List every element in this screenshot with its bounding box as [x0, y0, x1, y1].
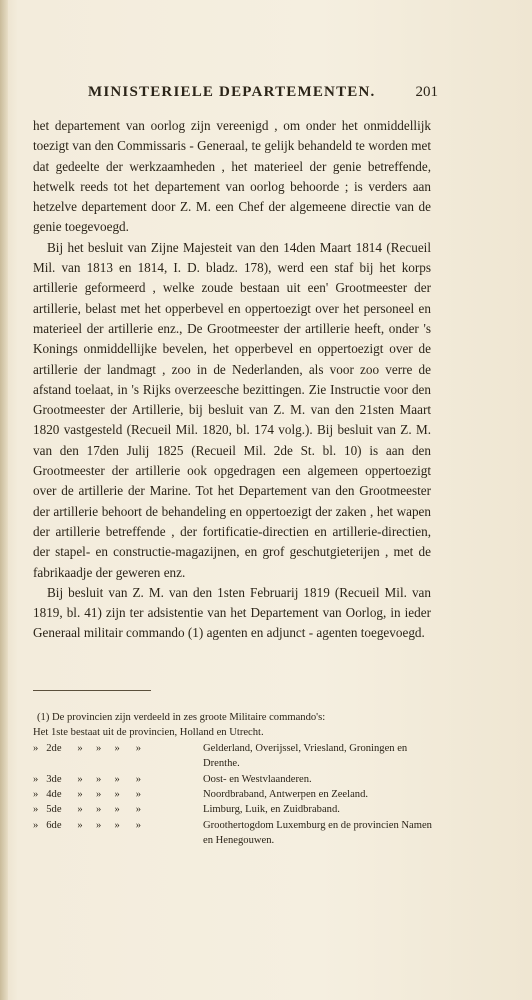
footnote — [33, 710, 433, 849]
footnote-row-marks: » 3de » » » » — [33, 773, 141, 785]
running-title: MINISTERIELE DEPARTEMENTEN. — [88, 84, 376, 100]
footnote-first-line: Het 1ste bestaat uit de provincien, Holland en Utrecht. — [33, 727, 264, 739]
footnote-row-marks: » 6de » » » » — [33, 819, 141, 831]
footnote-divider — [33, 690, 151, 691]
footnote-row-marks: » 5de » » » » — [33, 804, 141, 816]
footnote-row-marks: » 2de » » » » — [33, 742, 141, 754]
footnote-row-marks: » 4de » » » » — [33, 789, 141, 801]
footnote-row — [33, 802, 433, 817]
paragraph-continuation: het departement van oorlog zijn vereenigd , om onder het onmiddellijk toezigt van den Commissaris - Generaal, te gelijk behandeld te worden met dat gedeelte der werkzaamheden , het materieel der genie betreffende, hetwelk reeds tot het departement van oorlog behoorde ; is verders aan hetzelve departement door Z. M. een Chef der algemeene directie van de genie toegevoegd. — [33, 118, 431, 235]
book-spine-shadow — [0, 0, 8, 1000]
footnote-row-desc: Noordbraband, Antwerpen en Zeeland. — [203, 789, 369, 801]
footnote-row-desc: Gelderland, Overijssel, Vriesland, Groningen en Drenthe. — [203, 742, 408, 770]
footnote-row-desc: Oost- en Westvlaanderen. — [203, 773, 312, 785]
footnote-row — [33, 787, 433, 802]
footnote-row — [33, 741, 433, 772]
footnote-row — [33, 818, 433, 849]
main-text — [33, 116, 431, 644]
page-header — [88, 84, 438, 106]
footnote-intro: (1) De provincien zijn verdeeld in zes groote Militaire commando's: — [37, 712, 326, 723]
page-number: 201 — [415, 84, 438, 100]
footnote-row-desc: Limburg, Luik, en Zuidbraband. — [203, 804, 340, 816]
footnote-row — [33, 772, 433, 787]
paragraph-agenten: Bij besluit van Z. M. van den 1sten Februarij 1819 (Recueil Mil. van 1819, bl. 41) zijn ter adsistentie van het Departement van Oorlog, in ieder Generaal militair commando (1) agenten en adjunct - agenten toegevoegd. — [33, 584, 431, 641]
paragraph-artillerie: Bij het besluit van Zijne Majesteit van den 14den Maart 1814 (Recueil Mil. van 1813 en 1814, I. D. bladz. 178), werd een staf bij het korps artillerie geformeerd , welke zoude bestaan uit een' Grootmeester der artillerie, belast met het opperbevel en oppertoezigt over het personeel en materieel der artillerie enz., De Grootmeester der artillerie heeft, onder 's Konings onmiddellijke bevelen, het opperbevel en oppertoezigt over de artillerie der landmagt , zoo in de Nederlanden, als voor zoo verre de afstand toelaat, in 's Rijks overzeesche bezittingen. Zie Instructie voor den Grootmeester der Artillerie, bij besluit van Z. M. van den 21sten Maart 1820 vastgesteld (Recueil Mil. 1820, bl. 174 volg.). Bij besluit van Z. M. van den 17den Julij 1825 (Recueil Mil. 2de St. bl. 10) is aan den Grootmeester der artillerie ook opgedragen een algemeen oppertoezigt over de artillerie der Marine. Tot het Departement van den Grootmeester der artillerie behoort de behandeling en oppertoezigt der zaken , het wapen der artillerie betreffende , der fortificatie-directien en artillerie-directien, der stapel- en constructie-magazijnen, en grof geschutgieterijen , met de fabrikaadje der geweren enz. — [33, 239, 431, 580]
footnote-row-desc: Groothertogdom Luxemburg en de provincien Namen en Henegouwen. — [203, 819, 432, 847]
